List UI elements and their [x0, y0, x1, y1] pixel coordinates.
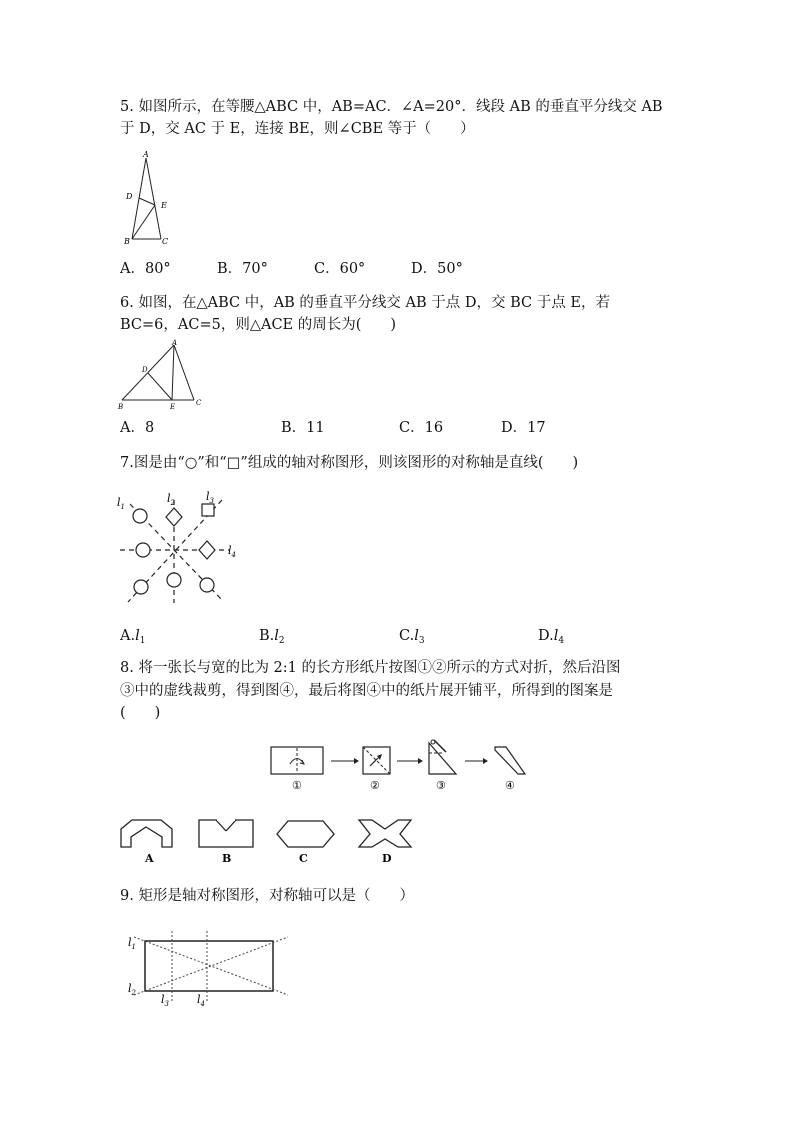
- q5-label-a: A: [143, 150, 149, 159]
- q5-text-line2: 于 D，交 AC 于 E，连接 BE，则∠CBE 等于（ ）: [120, 121, 475, 137]
- q8-choice-c-label: C: [299, 852, 308, 865]
- q8-text-line3: ( ): [120, 705, 161, 721]
- q6-option-a[interactable]: A．8: [120, 420, 155, 436]
- q6-option-b[interactable]: B．11: [281, 420, 325, 436]
- q9-rectangle-figure: [124, 928, 299, 1010]
- q8-step-2-label: ②: [370, 779, 380, 792]
- q8-choice-a-shape: [121, 820, 172, 847]
- q5-label-d: D: [126, 192, 133, 201]
- q8-choice-d-label: D: [382, 852, 392, 865]
- q8-answer-choices[interactable]: [116, 815, 416, 867]
- q8-step-4-label: ④: [505, 779, 515, 792]
- q8-choice-c-shape: [277, 821, 334, 847]
- q5-label-e: E: [161, 201, 167, 210]
- q7-symmetry-figure: [112, 488, 247, 610]
- q8-choice-d-shape: [359, 820, 411, 847]
- q8-choice-b-shape: [199, 820, 253, 847]
- q6-label-d: D: [142, 366, 148, 374]
- q7-circle: [200, 578, 214, 592]
- svg-text:l4: $l_4$: [197, 993, 205, 1008]
- q5-option-b[interactable]: B．70°: [217, 261, 268, 277]
- svg-text:l1: $l_1$: [128, 936, 136, 951]
- q8-text-line1: 8. 将一张长与宽的比为 2:1 的长方形纸片按图①②所示的方式对折，然后沿图: [120, 660, 621, 676]
- q7-option-c[interactable]: $C.l_3$: [399, 628, 425, 646]
- q5-triangle-figure: [118, 148, 188, 248]
- q6-label-b: B: [118, 403, 124, 411]
- q7-option-d[interactable]: $D.l_4$: [538, 628, 565, 646]
- q5-option-d[interactable]: D．50°: [411, 261, 463, 277]
- svg-text:l2: $l_2$: [128, 982, 136, 997]
- q7-circle: [136, 543, 150, 557]
- q6-triangle-figure: [116, 338, 211, 413]
- q6-label-a: A: [172, 339, 178, 347]
- q5-option-c[interactable]: C．60°: [314, 261, 366, 277]
- q6-option-c[interactable]: C．16: [399, 420, 444, 436]
- q6-text-line1: 6. 如图，在△ABC 中，AB 的垂直平分线交 AB 于点 D，交 BC 于点 E，若: [120, 295, 610, 311]
- q7-diamond: [199, 541, 215, 559]
- svg-text:l2: $l_2$: [167, 492, 175, 507]
- q6-label-e: E: [170, 403, 176, 411]
- q5-option-a[interactable]: A．80°: [120, 261, 171, 277]
- q7-circle: [134, 580, 148, 594]
- q7-circle: [133, 509, 147, 523]
- q5-text-line1: 5. 如图所示，在等腰△ABC 中，AB=AC．∠A=20°．线段 AB 的垂直平分线交 AB: [120, 99, 663, 115]
- svg-text:l4: $l_4$: [228, 544, 236, 559]
- q8-folding-steps: [266, 738, 536, 796]
- q8-text-line2: ③中的虚线裁剪，得到图④，最后将图④中的纸片展开铺平，所得到的图案是: [120, 683, 613, 699]
- q6-label-c: C: [196, 399, 202, 407]
- q6-option-d[interactable]: D．17: [501, 420, 546, 436]
- svg-text:l3: $l_3$: [206, 490, 214, 505]
- q8-step-1-label: ①: [292, 779, 302, 792]
- svg-text:l1: $l_1$: [117, 496, 125, 511]
- q7-circle: [167, 573, 181, 587]
- q7-option-a[interactable]: $A.l_1$: [120, 628, 146, 646]
- q9-text-line1: 9. 矩形是轴对称图形，对称轴可以是（ ）: [120, 888, 414, 904]
- q5-label-c: C: [162, 237, 169, 246]
- svg-text:l3: $l_3$: [161, 993, 169, 1008]
- q7-diamond: [166, 508, 182, 526]
- q6-text-line2: BC=6，AC=5，则△ACE 的周长为( ): [120, 317, 397, 333]
- q7-square: [202, 504, 214, 516]
- q8-choice-a-label: A: [145, 852, 154, 865]
- q8-step-3-label: ③: [436, 779, 446, 792]
- q5-label-b: B: [124, 237, 130, 246]
- q7-text-line1: 7.图是由“○”和“□”组成的轴对称图形，则该图形的对称轴是直线( ): [120, 455, 579, 471]
- q8-choice-b-label: B: [222, 852, 232, 865]
- q7-option-b[interactable]: $B.l_2$: [259, 628, 285, 646]
